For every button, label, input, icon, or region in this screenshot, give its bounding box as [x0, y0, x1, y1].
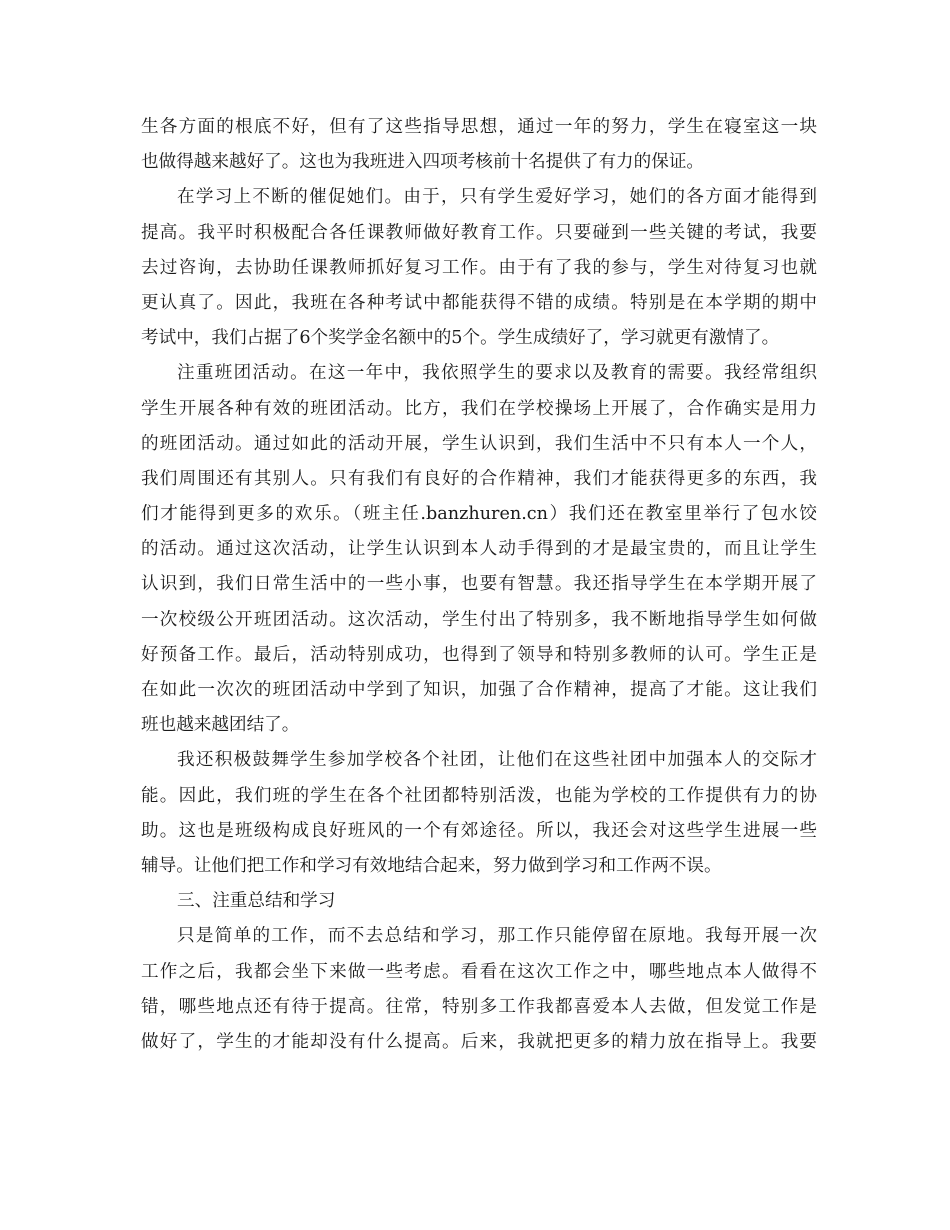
text-line: 提高。我平时积极配合各任课教师做好教育工作。只要碰到一些关键的考试，我要: [141, 222, 817, 243]
text-line: 在如此一次次的班团活动中学到了知识，加强了合作精神，提高了才能。这让我们: [141, 680, 817, 700]
text-line: 一次校级公开班团活动。这次活动，学生付出了特别多，我不断地指导学生如何做: [141, 609, 817, 630]
document-body: [141, 110, 817, 1060]
text-line: 考试中，我们占据了6个奖学金名额中的5个。学生成绩好了，学习就更有激情了。: [141, 328, 780, 349]
text-line: 好预备工作。最后，活动特别成功，也得到了领导和特别多教师的认可。学生正是: [141, 644, 817, 665]
text-line: 更认真了。因此，我班在各种考试中都能获得不错的成绩。特别是在本学期的期中: [141, 292, 817, 313]
text-line: 助。这也是班级构成良好班风的一个有郊途径。所以，我还会对这些学生进展一些: [141, 820, 817, 841]
text-line: 学生开展各种有效的班团活动。比方，我们在学校操场上开展了，合作确实是用力: [141, 398, 817, 419]
text-line: 班也越来越团结了。: [141, 715, 300, 736]
text-line: 也做得越来越好了。这也为我班进入四项考核前十名提供了有力的保证。: [141, 152, 705, 173]
text-line: 注重班团活动。在这一年中，我依照学生的要求以及教育的需要。我经常组织: [177, 363, 817, 384]
text-line: 工作之后，我都会坐下来做一些考虑。看看在这次工作之中，哪些地点本人做得不: [141, 961, 817, 982]
text-line: 的活动。通过这次活动，让学生认识到本人动手得到的才是最宝贵的，而且让学生: [141, 539, 817, 560]
text-line: 去过咨询，去协助任课教师抓好复习工作。由于有了我的参与，学生对待复习也就: [141, 257, 817, 278]
text-line: 认识到，我们日常生活中的一些小事，也要有智慧。我还指导学生在本学期开展了: [141, 574, 817, 595]
text-line: 的班团活动。通过如此的活动开展，学生认识到，我们生活中不只有本人一个人，: [141, 433, 817, 454]
section-heading: 三、注重总结和学习: [177, 891, 336, 912]
text-line: 能。因此，我们班的学生在各个社团都特别活泼，也能为学校的工作提供有力的协: [141, 785, 817, 806]
text-line: 只是简单的工作，而不去总结和学习，那工作只能停留在原地。我每开展一次: [177, 926, 817, 947]
text-line: 我们周围还有其别人。只有我们有良好的合作精神，我们才能获得更多的东西，我: [141, 468, 817, 489]
text-line: 做好了，学生的才能却没有什么提高。后来，我就把更多的精力放在指导上。我要: [141, 1031, 817, 1052]
text-line: 我还积极鼓舞学生参加学校各个社团，让他们在这些社团中加强本人的交际才: [177, 750, 817, 771]
text-line: 辅导。让他们把工作和学习有效地结合起来，努力做到学习和工作两不误。: [141, 855, 722, 876]
text-line: 错，哪些地点还有待于提高。往常，特别多工作我都喜爱本人去做，但发觉工作是: [141, 996, 817, 1017]
text-line: 们才能得到更多的欢乐。（班主任.banzhuren.cn）我们还在教室里举行了包水饺: [141, 504, 817, 525]
text-line: 在学习上不断的催促她们。由于，只有学生爱好学习，她们的各方面才能得到: [177, 187, 817, 208]
text-line: 生各方面的根底不好，但有了这些指导思想，通过一年的努力，学生在寝室这一块: [141, 117, 817, 137]
